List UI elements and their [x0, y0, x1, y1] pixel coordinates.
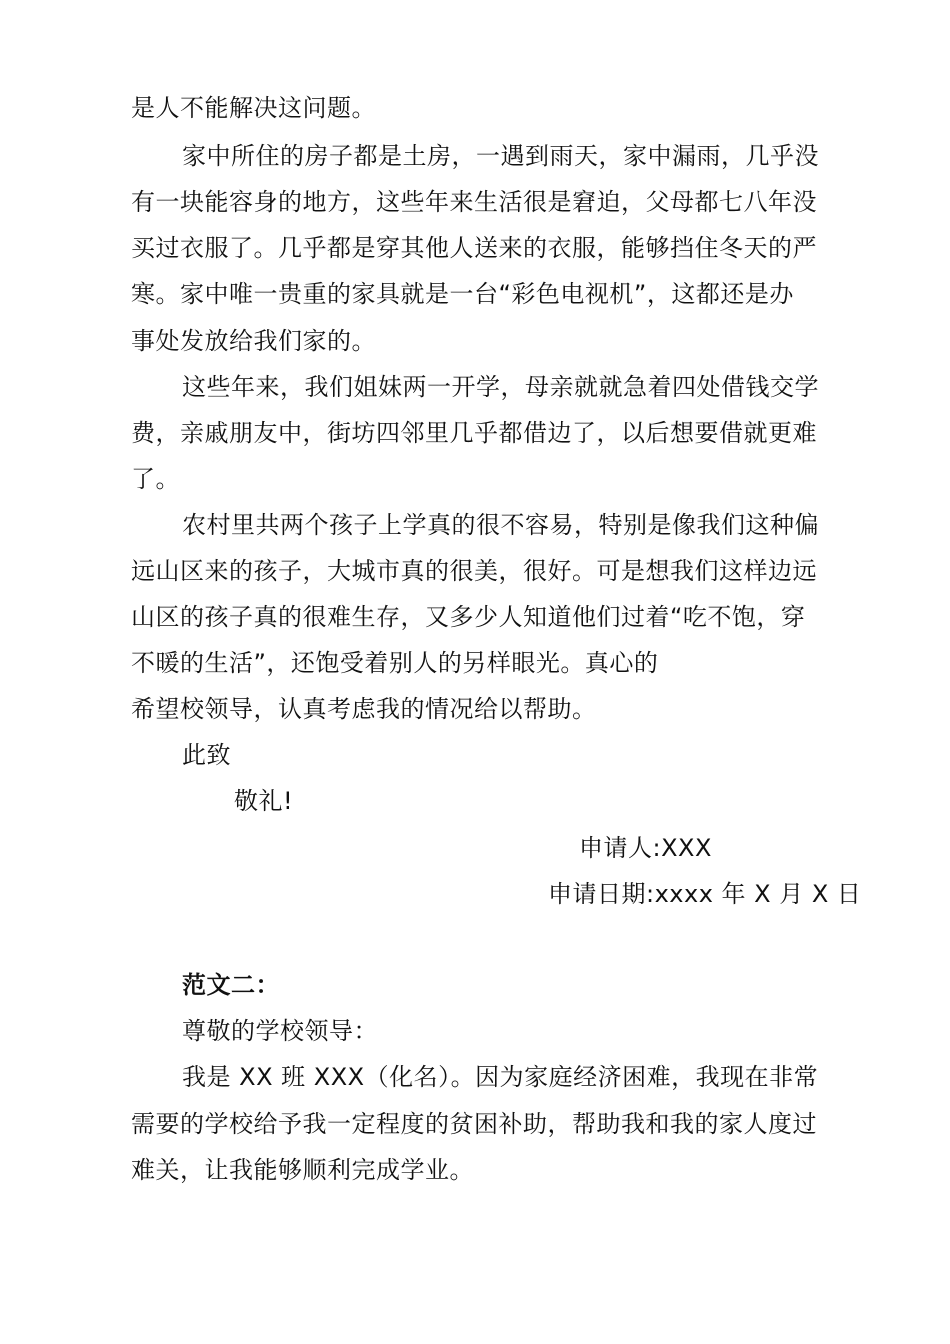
text-line: 难关，让我能够顺利完成学业。	[131, 1156, 474, 1184]
closing-salutation: 此致	[182, 741, 231, 769]
text-line: 山区的孩子真的很难生存，又多少人知道他们过着“吃不饱，穿	[131, 603, 806, 631]
applicant-signature: 申请人:XXX	[579, 834, 712, 862]
text-line: 家中所住的房子都是土房，一遇到雨天，家中漏雨，几乎没	[182, 142, 819, 170]
section-heading: 范文二：	[182, 971, 280, 999]
text-line: 我是 XX 班 XXX（化名）。因为家庭经济困难，我现在非常	[182, 1063, 819, 1091]
text-line: 寒。家中唯一贵重的家具就是一台“彩色电视机”，这都还是办	[131, 280, 794, 308]
text-line: 希望校领导，认真考虑我的情况给以帮助。	[131, 695, 597, 723]
text-line: 需要的学校给予我一定程度的贫困补助，帮助我和我的家人度过	[131, 1110, 817, 1138]
text-line: 远山区来的孩子，大城市真的很美，很好。可是想我们这样边远	[131, 557, 817, 585]
text-line: 不暖的生活”，还饱受着别人的另样眼光。真心的	[131, 649, 659, 677]
letter-greeting: 尊敬的学校领导：	[182, 1017, 378, 1045]
closing-regards: 敬礼!	[234, 787, 294, 815]
text-line: 农村里共两个孩子上学真的很不容易，特别是像我们这种偏	[182, 511, 819, 539]
text-line: 事处发放给我们家的。	[131, 327, 376, 355]
text-line: 是人不能解决这问题。	[131, 94, 376, 122]
text-line: 费，亲戚朋友中，街坊四邻里几乎都借边了，以后想要借就更难	[131, 419, 817, 447]
text-line: 这些年来，我们姐妹两一开学，母亲就就急着四处借钱交学	[182, 373, 819, 401]
text-line: 了。	[131, 465, 180, 493]
text-line: 有一块能容身的地方，这些年来生活很是窘迫，父母都七八年没	[131, 188, 817, 216]
text-line: 买过衣服了。几乎都是穿其他人送来的衣服，能够挡住冬天的严	[131, 234, 817, 262]
application-date: 申请日期:xxxx 年 X 月 X 日	[548, 880, 862, 908]
